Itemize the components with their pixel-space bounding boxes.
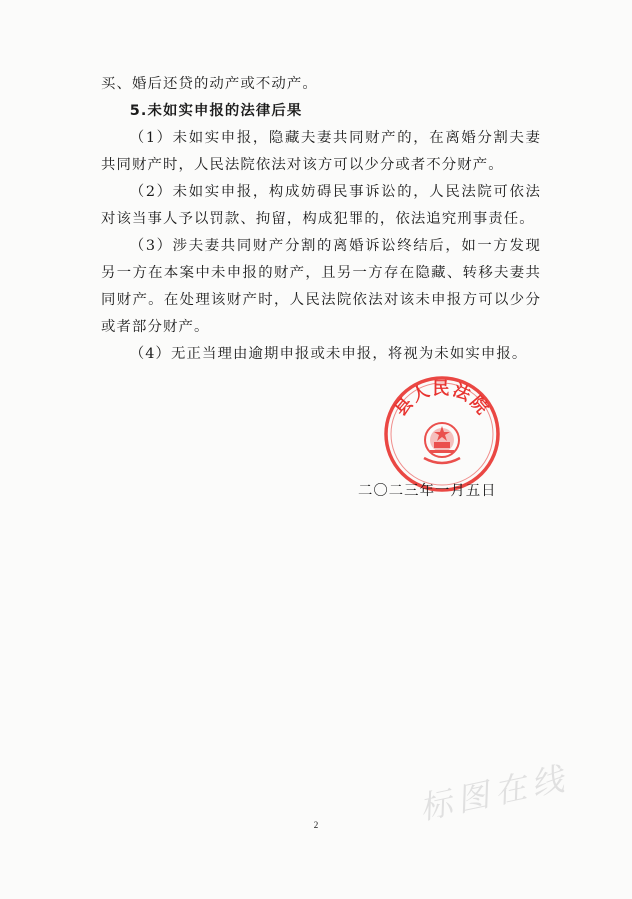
svg-text:县人民法院 bbox=[391, 379, 494, 420]
paragraph-continuation: 买、婚后还贷的动产或不动产。 bbox=[101, 76, 318, 92]
seal-text: 县人民法院 bbox=[390, 379, 494, 420]
watermark: 标图在线 bbox=[416, 758, 573, 828]
list-item-1: （1）未如实申报，隐藏夫妻共同财产的，在离婚分割夫妻共同财产时，人民法院依法对该方可以少分或者不分财产。 bbox=[101, 130, 541, 173]
list-item-2: （2）未如实申报，构成妨碍民事诉讼的，人民法院可依法对该当事人予以罚款、拘留，构成犯罪的，依法追究刑事责任。 bbox=[101, 184, 541, 227]
document-body bbox=[101, 71, 541, 368]
list-item-4: （4）无正当理由逾期申报或未申报，将视为未如实申报。 bbox=[129, 346, 528, 362]
page-number: 2 bbox=[313, 820, 319, 830]
list-item-3: （3）涉夫妻共同财产分割的离婚诉讼终结后，如一方发现另一方在本案中未申报的财产，且另一方存在隐藏、转移夫妻共同财产。在处理该财产时，人民法院依法对该未申报方可以少分或者部分财产。 bbox=[101, 238, 541, 335]
section-heading: 5.未如实申报的法律后果 bbox=[129, 103, 303, 119]
document-date: 二〇二三年一月五日 bbox=[358, 483, 497, 499]
